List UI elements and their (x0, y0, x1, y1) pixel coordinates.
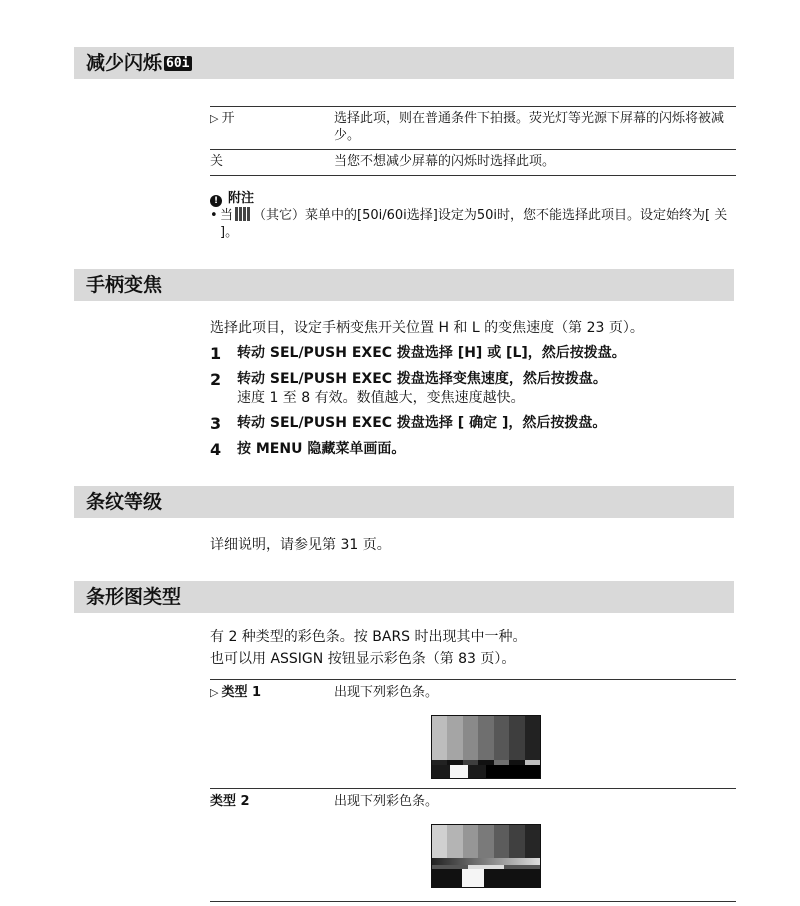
option-label: 类型 2 (210, 794, 250, 809)
step-number: 2 (210, 370, 222, 389)
step-text: 转动 SEL/PUSH EXEC 拨盘选择变焦速度，然后按拨盘。 (237, 371, 607, 387)
table-row (210, 789, 736, 810)
table-row (210, 107, 736, 150)
bullet-icon: • (210, 208, 218, 223)
default-marker-icon: ▷ (210, 112, 219, 125)
color-bars-type1-image (431, 715, 541, 779)
section-title: 手柄变焦 (86, 274, 163, 296)
step-1 (210, 344, 736, 363)
option-label: 类型 1 (221, 685, 262, 700)
note-prefix: 当 (220, 208, 234, 223)
flicker-options-table (210, 106, 736, 176)
note-icon: ! (210, 195, 222, 207)
step-4 (210, 440, 736, 459)
note-text: （其它）菜单中的[50i/60i选择]设定为50i时，您不能选择此项目。设定始终为[ 关 ]。 (220, 208, 728, 240)
option-desc: 出现下列彩色条。 (334, 685, 439, 700)
note-block (210, 190, 736, 241)
zebra-text: 详细说明，请参见第 31 页。 (210, 537, 391, 553)
option-label: 关 (210, 154, 224, 169)
step-text: 转动 SEL/PUSH EXEC 拨盘选择 [ 确定 ]，然后按拨盘。 (237, 415, 607, 431)
step-3 (210, 414, 736, 433)
step-number: 3 (210, 414, 222, 433)
bar-type-intro-1: 有 2 种类型的彩色条。按 BARS 时出现其中一种。 (210, 629, 527, 645)
handle-zoom-intro: 选择此项目，设定手柄变焦开关位置 H 和 L 的变焦速度（第 23 页）。 (210, 320, 644, 336)
step-text: 按 MENU 隐藏菜单画面。 (237, 441, 406, 457)
step-2 (210, 370, 736, 408)
step-number: 1 (210, 344, 222, 363)
option-label: 开 (221, 111, 235, 126)
section-title: 条纹等级 (86, 491, 163, 513)
other-menu-icon (235, 207, 251, 221)
default-marker-icon: ▷ (210, 686, 219, 699)
section-title: 减少闪烁 (86, 52, 163, 74)
section-header-flicker (74, 47, 734, 79)
step-subtext: 速度 1 至 8 有效。数值越大，变焦速度越快。 (237, 390, 525, 406)
step-text: 转动 SEL/PUSH EXEC 拨盘选择 [H] 或 [L]，然后按拨盘。 (237, 345, 626, 361)
60i-badge: 60i (166, 56, 190, 71)
bar-type-intro-2: 也可以用 ASSIGN 按钮显示彩色条（第 83 页）。 (210, 651, 516, 667)
section-header-zebra (74, 486, 734, 518)
step-number: 4 (210, 440, 222, 459)
option-desc: 当您不想减少屏幕的闪烁时选择此项。 (334, 154, 556, 169)
section-title: 条形图类型 (86, 586, 182, 608)
table-row (210, 150, 736, 176)
section-header-bar-type (74, 581, 734, 613)
color-bars-type2-image (431, 824, 541, 888)
note-title: 附注 (228, 191, 255, 206)
option-desc: 选择此项，则在普通条件下拍摄。荧光灯等光源下屏幕的闪烁将被减少。 (334, 111, 725, 143)
option-desc: 出现下列彩色条。 (334, 794, 439, 809)
section-header-handle-zoom (74, 269, 734, 301)
